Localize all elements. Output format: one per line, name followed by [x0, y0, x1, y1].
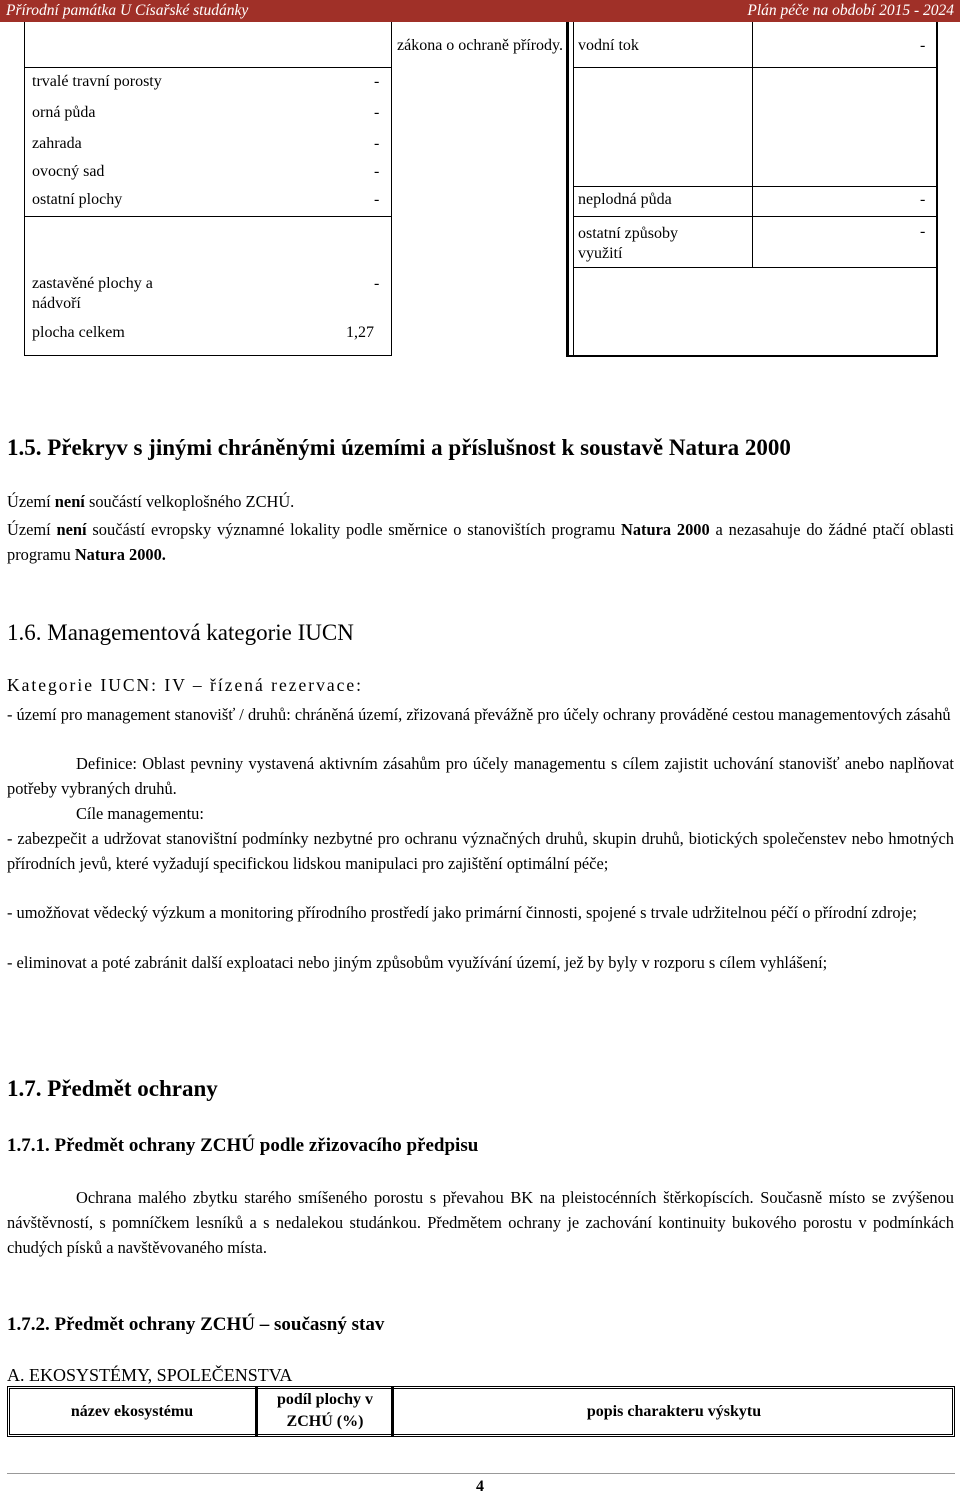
- iucn-p1: - území pro management stanovišť / druhů: chráněná území, zřizovaná převážně pro účely ochrany prováděné cestou managementových zásahů: [7, 705, 951, 724]
- section-1-7-2-title: 1.7.2. Předmět ochrany ZCHÚ – současný stav: [7, 1314, 385, 1335]
- table-inner-divider: [752, 22, 753, 267]
- row-value: -: [374, 275, 380, 292]
- header-left: Přírodní památka U Císařské studánky: [6, 2, 249, 19]
- table-hline: [574, 67, 937, 68]
- table-hline: [574, 186, 937, 187]
- right-row-value: -: [920, 223, 926, 240]
- iucn-category: Kategorie IUCN: IV – řízená rezervace:: [7, 675, 364, 695]
- row-label: orná půda: [32, 104, 96, 121]
- table-divider: [391, 1386, 394, 1437]
- iucn-goal-3: - eliminovat a poté zabránit další exploataci nebo jiným způsobům využívání území, jež by byly v rozporu s cílem vyhlášení;: [7, 953, 828, 972]
- section-1-5-p1: Území není součástí velkoplošného ZCHÚ.: [7, 492, 295, 511]
- middle-note: zákona o ochraně přírody.: [397, 37, 563, 54]
- right-row-label: ostatní způsoby využití: [578, 225, 678, 262]
- right-row-label: vodní tok: [578, 37, 639, 54]
- header-ecosystem-name: název ekosystému: [70, 1403, 194, 1420]
- section-1-7-title: 1.7. Předmět ochrany: [7, 1076, 218, 1101]
- group-a-title: A. EKOSYSTÉMY, SPOLEČENSTVA: [7, 1365, 293, 1385]
- table-divider-3: [573, 22, 574, 356]
- table-border-bottom-left: [24, 355, 392, 356]
- row-label: trvalé travní porosty: [32, 73, 162, 90]
- table-divider-1: [391, 22, 392, 356]
- row-label: ovocný sad: [32, 163, 105, 180]
- footer-divider: [7, 1473, 955, 1474]
- row-value: -: [374, 163, 380, 180]
- header-area-share: podíl plochy v ZCHÚ (%): [276, 1391, 374, 1430]
- section-1-5-title: 1.5. Překryv s jinými chráněnými územími a příslušnost k soustavě Natura 2000: [7, 435, 791, 460]
- table-hline: [24, 216, 392, 217]
- table-divider: [255, 1386, 258, 1437]
- section-1-6-title: 1.6. Managementová kategorie IUCN: [7, 620, 354, 645]
- row-label: ostatní plochy: [32, 191, 123, 208]
- right-row-value: -: [920, 191, 926, 208]
- table-hline: [24, 67, 392, 68]
- iucn-definition: Definice: Oblast pevniny vystavená aktivním zásahům pro účely managementu s cílem zajistit uchování stanovišť anebo naplňovat potřeby vybraných druhů.: [7, 754, 954, 798]
- iucn-goals-title: Cíle managementu:: [76, 804, 204, 823]
- row-value: 1,27: [346, 324, 374, 341]
- row-label: plocha celkem: [32, 324, 125, 341]
- row-label: zastavěné plochy a nádvoří: [32, 275, 153, 312]
- header-occurrence-description: popis charakteru výskytu: [586, 1403, 762, 1420]
- table-hline: [574, 216, 937, 217]
- row-label: zahrada: [32, 135, 82, 152]
- section-1-7-1-text: Ochrana malého zbytku starého smíšeného porostu s převahou BK na pleistocénních štěrkopíscích. Současně místo se zvýšenou návštěvností, s pomníčkem lesníků a s nedalekou studánkou. Předmětem ochrany je zachování kontinuity bukového porostu v podmínkách chudých písků a navštěvovaného místa.: [7, 1188, 954, 1257]
- iucn-goal-2: - umožňovat vědecký výzkum a monitoring přírodního prostředí jako primární činnosti, spojené s trvale udržitelnou péčí o přírodní zdroje;: [7, 903, 917, 922]
- iucn-goal-1: - zabezpečit a udržovat stanovištní podmínky nezbytné pro ochranu význačných druhů, skupin druhů, biotických společenstev nebo hmotných přírodních jevů, které vyžadují specifickou lidskou manipulaci pro zajištění optimální péče;: [7, 829, 954, 873]
- right-row-label: neplodná půda: [578, 191, 672, 208]
- table-divider-2: [566, 22, 569, 356]
- row-value: -: [374, 191, 380, 208]
- row-value: -: [374, 135, 380, 152]
- table-border-left: [24, 22, 25, 356]
- table-hline: [574, 267, 937, 268]
- row-value: -: [374, 104, 380, 121]
- table-border-bottom-right: [566, 355, 938, 357]
- row-value: -: [374, 73, 380, 90]
- header-right: Plán péče na období 2015 - 2024: [747, 2, 954, 19]
- page-number: 4: [476, 1478, 484, 1495]
- table-border-right: [936, 22, 938, 356]
- section-1-5-p2: Území není součástí evropsky významné lokality podle směrnice o stanovištích programu Natura 2000 a nezasahuje do žádné ptačí oblasti programu Natura 2000.: [7, 520, 954, 564]
- section-1-7-1-title: 1.7.1. Předmět ochrany ZCHÚ podle zřizovacího předpisu: [7, 1135, 479, 1156]
- right-row-value: -: [920, 37, 926, 54]
